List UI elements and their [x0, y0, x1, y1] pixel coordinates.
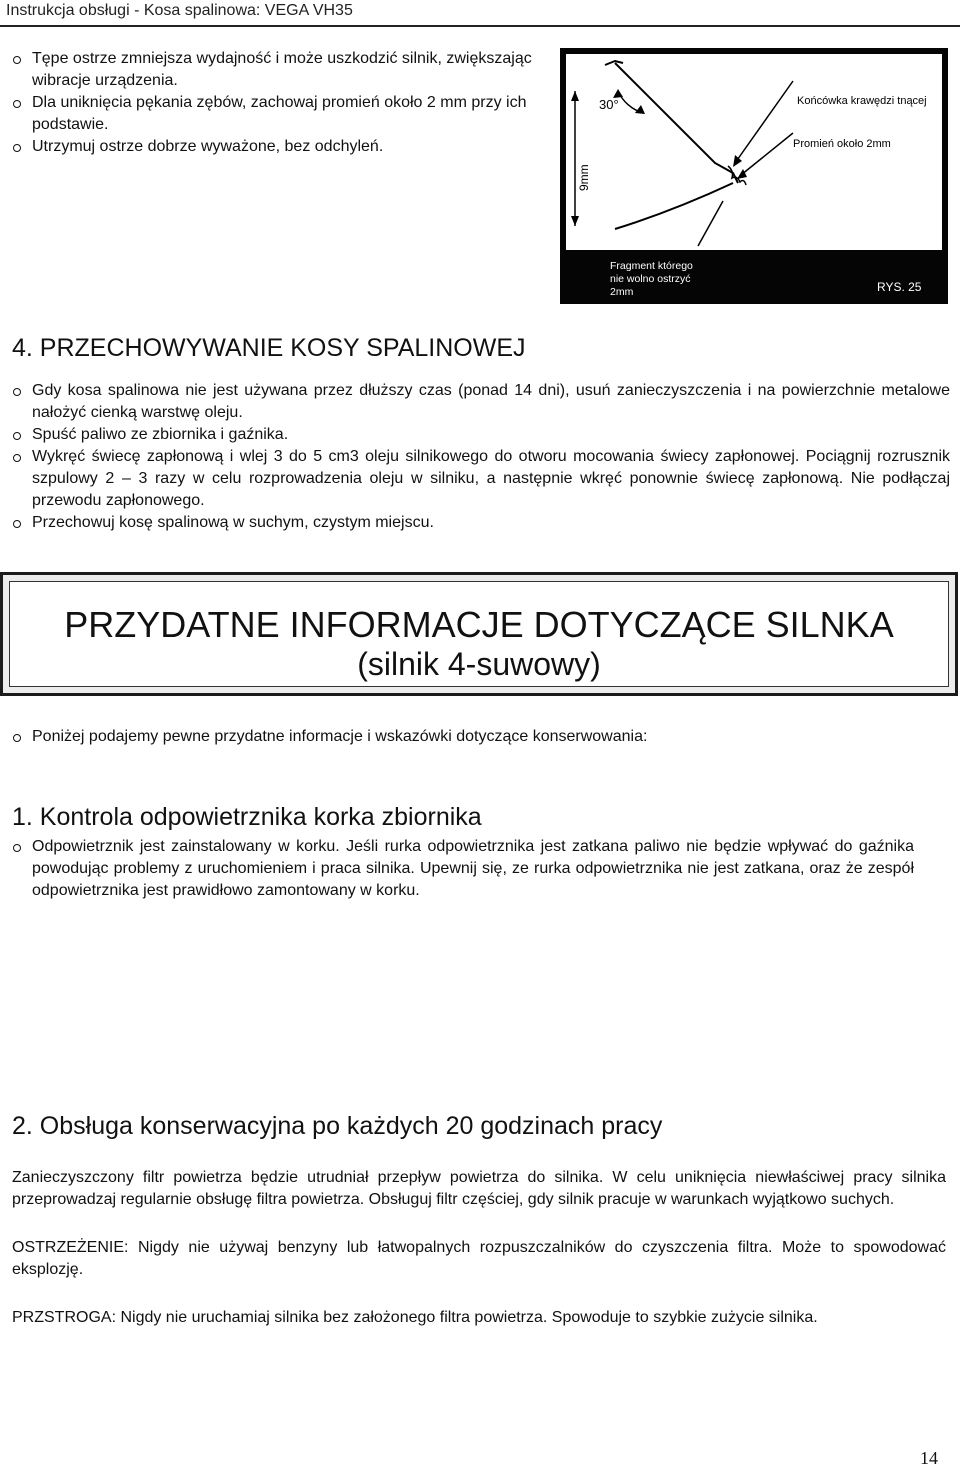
bullet-item: Spuść paliwo ze zbiornika i gaźnika. [10, 424, 950, 446]
header-title: Instrukcja obsługi - Kosa spalinowa: VEGA VH35 [6, 2, 353, 19]
page-number: 14 [920, 1448, 938, 1468]
figure-drawing-area [566, 54, 942, 250]
figure-id-label: RYS. 25 [877, 280, 922, 294]
caution-paragraph: PRZSTROGA: Nigdy nie uruchamiaj silnika bez założonego filtra powietrza. Spowoduje to szybkie zużycie silnika. [12, 1309, 818, 1326]
fragment-label-line: nie wolno ostrzyć [610, 273, 691, 285]
fragment-label-line: Fragment którego [610, 260, 693, 272]
bullet-item: Wykręć świecę zapłonową i wlej 3 do 5 cm3 oleju silnikowego do otworu mocowania świecy zapłonowej. Pociągnij rozrusznik szpulowy 2 – 3 razy w celu rozprowadzenia oleju w silniku, a następnie wkręć ponownie świecę zapłonową. Nie podłączaj przewodu zapłonowego. [10, 446, 950, 512]
banner-title: PRZYDATNE INFORMACJE DOTYCZĄCE SILNKA [64, 604, 894, 645]
engine-info-banner [0, 572, 958, 696]
section2-title: 2. Obsługa konserwacyjna po każdych 20 godzinach pracy [12, 1112, 663, 1140]
bullet-item: Przechowuj kosę spalinową w suchym, czystym miejscu. [10, 512, 950, 534]
radius-label: Promień około 2mm [793, 138, 891, 150]
blade-sharpening-figure [560, 48, 948, 304]
section1-bullets [10, 836, 914, 902]
bullet-item: Odpowietrznik jest zainstalowany w korku. Jeśli rurka odpowietrznika jest zatkana paliwo nie będzie wpływać do gaźnika powodując problemy z uruchomieniem i praca silnika. Upewnij się, ze rurka odpowietrznika nie jest zatkana, oraz że zespół odpowietrznika jest prawidłowo zamontowany w korku. [10, 836, 914, 902]
tip-label: Końcówka krawędzi tnącej [797, 95, 927, 107]
height-label: 9mm [577, 164, 591, 191]
section2-body [12, 1167, 946, 1329]
section1-title: 1. Kontrola odpowietrznika korka zbiornika [12, 803, 482, 831]
fragment-label-line: 2mm [610, 286, 634, 298]
blade-diagram [563, 51, 945, 301]
intro-bullets [10, 48, 550, 158]
warning-paragraph: OSTRZEŻENIE: Nigdy nie używaj benzyny lub łatwopalnych rozpuszczalników do czyszczenia filtra. Może to spowodować eksplozję. [12, 1239, 946, 1278]
banner-inner [9, 581, 949, 687]
bullet-item: Utrzymuj ostrze dobrze wyważone, bez odchyleń. [10, 136, 550, 158]
header-rule [0, 25, 960, 27]
bullet-item: Dla uniknięcia pękania zębów, zachowaj promień około 2 mm przy ich podstawie. [10, 92, 550, 136]
bullet-item: Poniżej podajemy pewne przydatne informacje i wskazówki dotyczące konserwowania: [10, 726, 950, 748]
page-header [0, 0, 960, 26]
intro-info [10, 726, 950, 748]
section4-title: 4. PRZECHOWYWANIE KOSY SPALINOWEJ [12, 334, 526, 362]
angle-label: 30° [599, 97, 619, 112]
banner-subtitle: (silnik 4-suwowy) [357, 646, 601, 682]
section4-bullets [10, 380, 950, 534]
bullet-item: Tępe ostrze zmniejsza wydajność i może uszkodzić silnik, zwiększając wibracje urządzenia. [10, 48, 550, 92]
bullet-item: Gdy kosa spalinowa nie jest używana przez dłuższy czas (ponad 14 dni), usuń zanieczyszczenia i na powierzchnie metalowe nałożyć cienką warstwę oleju. [10, 380, 950, 424]
section2-paragraph: Zanieczyszczony filtr powietrza będzie utrudniał przepływ powietrza do silnika. W celu uniknięcia niewłaściwej pracy silnika przeprowadzaj regularnie obsługę filtra powietrza. Obsługuj filtr częściej, gdy silnik pracuje w warunkach wyjątkowo suchych. [12, 1169, 946, 1208]
